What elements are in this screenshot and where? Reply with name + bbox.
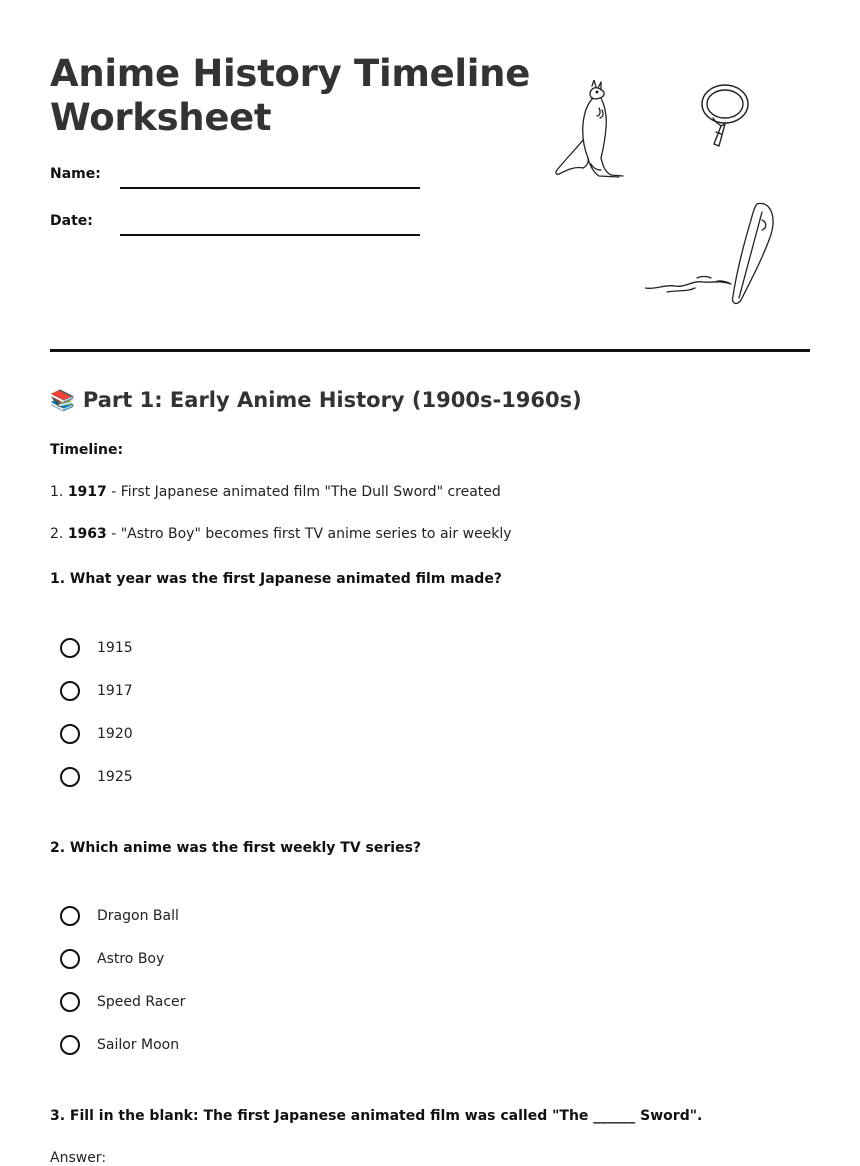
- radio-button[interactable]: [60, 681, 80, 701]
- radio-button[interactable]: [60, 638, 80, 658]
- radio-button[interactable]: [60, 906, 80, 926]
- q2-option[interactable]: [60, 946, 164, 972]
- q1-option[interactable]: [60, 721, 133, 747]
- question-2: 2. Which anime was the first weekly TV series?: [50, 840, 422, 856]
- q1-option[interactable]: [60, 764, 133, 790]
- option-label: 1917: [97, 683, 133, 699]
- option-label: 1920: [97, 726, 133, 742]
- radio-button[interactable]: [60, 767, 80, 787]
- option-label: Speed Racer: [97, 994, 186, 1010]
- name-field[interactable]: [120, 187, 420, 189]
- section-title-part1: [50, 388, 582, 412]
- surfboard-icon: [645, 200, 785, 306]
- name-label: Name:: [50, 166, 101, 182]
- timeline-item: 1. 1917 - First Japanese animated film "The Dull Sword" created: [50, 484, 501, 500]
- books-icon: 📚: [50, 388, 75, 412]
- lasso-icon: [697, 82, 753, 154]
- section-title-text: Part 1: Early Anime History (1900s-1960s): [82, 388, 582, 412]
- option-label: 1915: [97, 640, 133, 656]
- q2-option[interactable]: [60, 989, 185, 1015]
- q2-option[interactable]: [60, 1032, 179, 1058]
- question-1: 1. What year was the first Japanese animated film made?: [50, 571, 502, 587]
- timeline-item: 2. 1963 - "Astro Boy" becomes first TV anime series to air weekly: [50, 526, 512, 542]
- radio-button[interactable]: [60, 724, 80, 744]
- timeline-label: Timeline:: [50, 442, 124, 458]
- answer-label: Answer:: [50, 1150, 107, 1166]
- option-label: 1925: [97, 769, 133, 785]
- page-title: Anime History Timeline Worksheet: [50, 52, 530, 139]
- q1-option[interactable]: [60, 635, 133, 661]
- question-3: 3. Fill in the blank: The first Japanese animated film was called "The ______ Sword".: [50, 1108, 703, 1124]
- radio-button[interactable]: [60, 1035, 80, 1055]
- radio-button[interactable]: [60, 949, 80, 969]
- radio-button[interactable]: [60, 992, 80, 1012]
- kangaroo-icon: [553, 80, 625, 180]
- q2-option[interactable]: [60, 903, 179, 929]
- option-label: Astro Boy: [97, 951, 165, 967]
- worksheet-page: [50, 0, 810, 1166]
- q1-option[interactable]: [60, 678, 133, 704]
- option-label: Sailor Moon: [97, 1037, 180, 1053]
- date-label: Date:: [50, 213, 93, 229]
- date-field[interactable]: [120, 234, 420, 236]
- option-label: Dragon Ball: [97, 908, 179, 924]
- section-divider: [50, 349, 810, 352]
